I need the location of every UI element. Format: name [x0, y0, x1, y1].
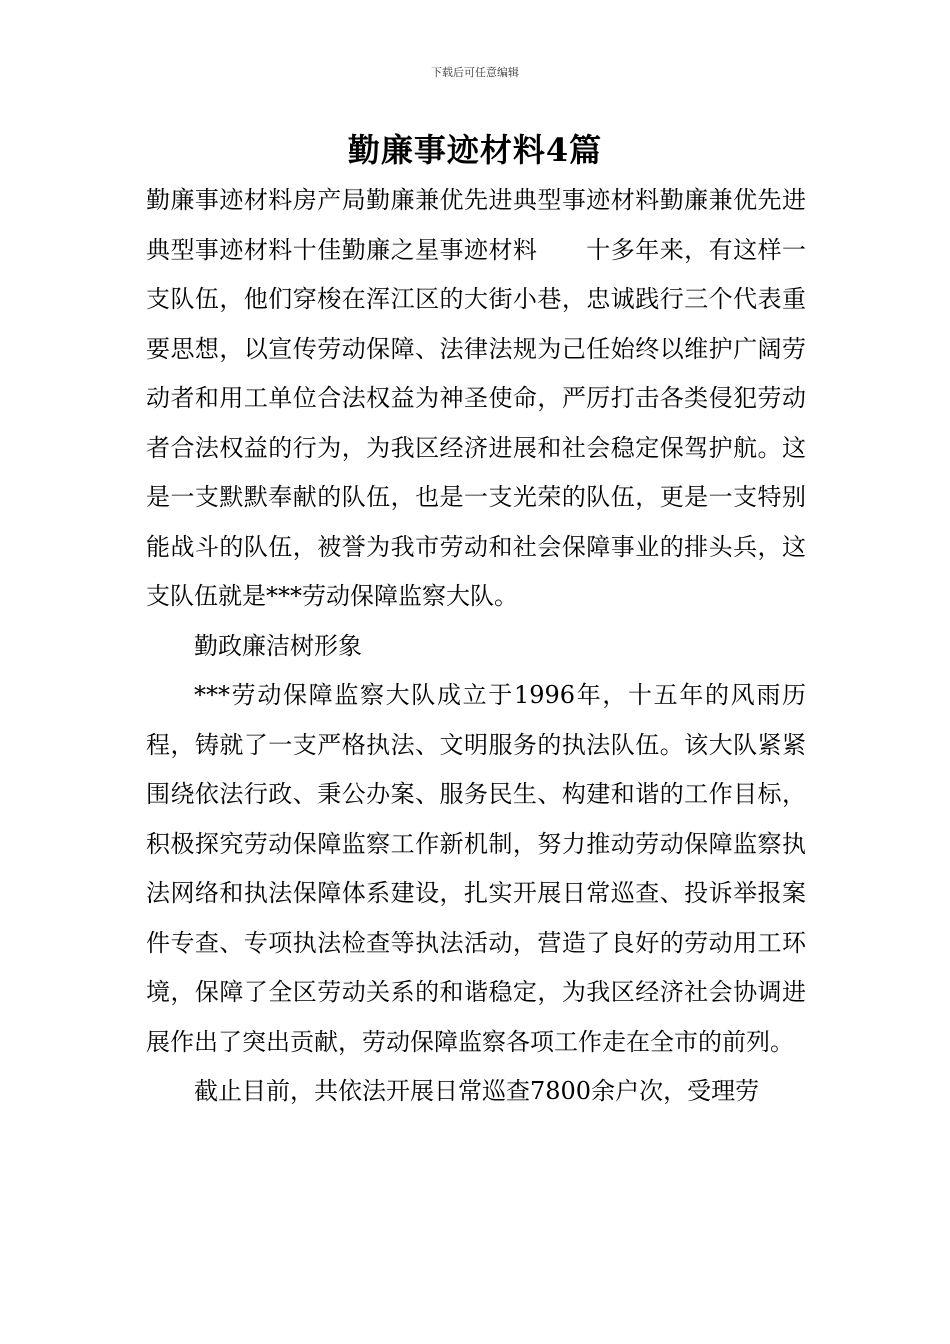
paragraph-team: ***劳动保障监察大队成立于1996年，十五年的风雨历程，铸就了一支严格执法、文明服务的执法队伍。该大队紧紧围绕依法行政、秉公办案、服务民生、构建和谐的工作目标，积极探究劳动保障监察工作新机制，努力推动劳动保障监察执法网络和执法保障体系建设，扎实开展日常巡查、投诉举报案件专查、专项执法检查等执法活动，营造了良好的劳动用工环境，保障了全区劳动关系的和谐稳定，为我区经济社会协调进展作出了突出贡献，劳动保障监察各项工作走在全市的前列。: [146, 681, 806, 1056]
section-heading: 勤政廉洁树形象: [194, 631, 362, 660]
document-body: [146, 176, 806, 1117]
paragraph-intro: 勤廉事迹材料房产局勤廉兼优先进典型事迹材料勤廉兼优先进典型事迹材料十佳勤廉之星事迹材料 十多年来，有这样一支队伍，他们穿梭在浑江区的大街小巷，忠诚践行三个代表重要思想，以宣传劳动保障、法律法规为己任始终以维护广阔劳动者和用工单位合法权益为神圣使命，严厉打击各类侵犯劳动者合法权益的行为，为我区经济进展和社会稳定保驾护航。这是一支默默奉献的队伍，也是一支光荣的队伍，更是一支特别能战斗的队伍，被誉为我市劳动和社会保障事业的排头兵，这支队伍就是***劳动保障监察大队。: [146, 186, 806, 610]
document-title: 勤廉事迹材料4篇: [347, 131, 603, 169]
header-note: 下载后可任意编辑: [431, 66, 519, 79]
paragraph-stats: 截止目前，共依法开展日常巡查7800余户次，受理劳: [194, 1077, 760, 1105]
